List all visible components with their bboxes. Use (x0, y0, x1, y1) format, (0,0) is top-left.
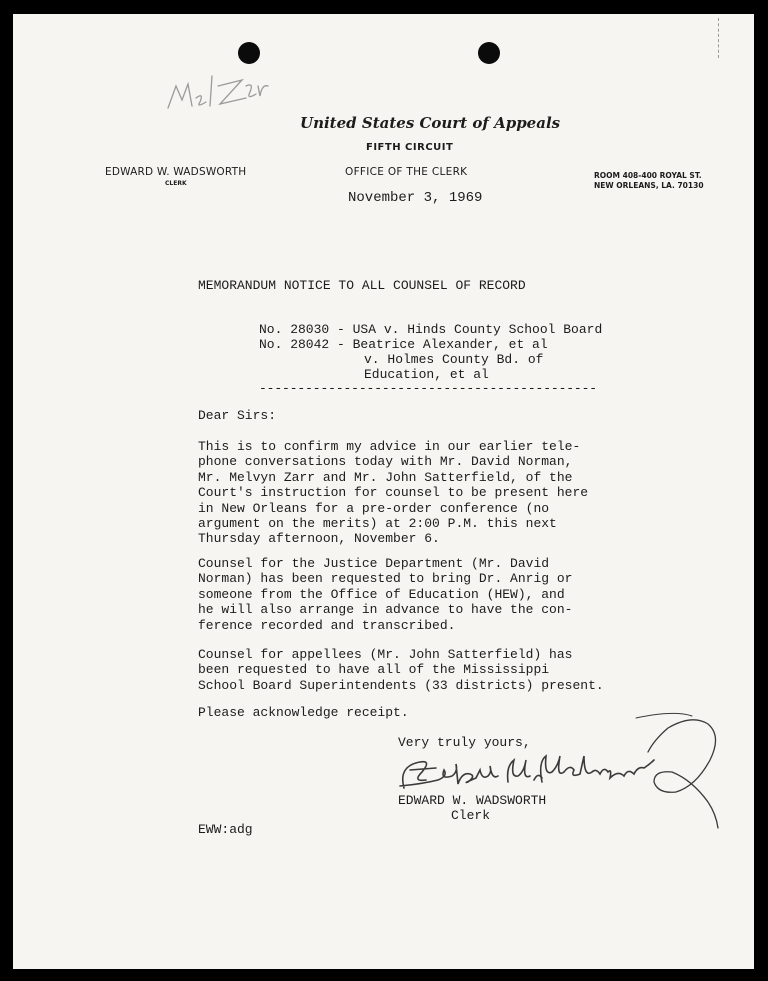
punch-hole-right (478, 42, 500, 64)
typist-initials: EWW:adg (198, 822, 253, 837)
closing: Very truly yours, (398, 735, 531, 750)
address-line-1: ROOM 408-400 ROYAL ST. (594, 171, 702, 180)
paragraph-1: This is to confirm my advice in our earlier tele- phone conversations today with Mr. David Norman, Mr. Melvyn Zarr and Mr. John Satterfield, of the Court's instruction for counsel to be present here in New Orleans for a pre-order conference (no argument on the merits) at 2:00 P.M. this next Thursday afternoon, November 6. (198, 439, 589, 547)
case-rule: -------------------------------------------- (259, 381, 597, 396)
signer-name: EDWARD W. WADSWORTH (398, 793, 547, 808)
case-line-2: No. 28042 - Beatrice Alexander, et al (259, 337, 548, 352)
court-name: United States Court of Appeals (300, 114, 561, 132)
office-label: OFFICE OF THE CLERK (345, 166, 468, 178)
clerk-name-header: EDWARD W. WADSWORTH (105, 166, 247, 178)
clerk-title-header: CLERK (165, 180, 187, 187)
memo-title: MEMORANDUM NOTICE TO ALL COUNSEL OF RECORD (198, 278, 526, 293)
address-line-2: NEW ORLEANS, LA. 70130 (594, 181, 704, 190)
paragraph-3: Counsel for appellees (Mr. John Satterfield) has been requested to have all of the Mississippi School Board Superintendents (33 districts) present. (198, 647, 604, 693)
case-line-3: v. Holmes County Bd. of (364, 352, 544, 367)
paragraph-4: Please acknowledge receipt. (198, 705, 409, 720)
edge-mark (718, 18, 720, 58)
case-line-1: No. 28030 - USA v. Hinds County School Board (259, 322, 603, 337)
signature (392, 710, 732, 840)
salutation: Dear Sirs: (198, 408, 277, 423)
case-line-4: Education, et al (364, 367, 489, 382)
letter-date: November 3, 1969 (348, 190, 483, 206)
signer-title: Clerk (451, 808, 491, 823)
handwritten-note (162, 56, 272, 116)
paragraph-2: Counsel for the Justice Department (Mr. David Norman) has been requested to bring Dr. Anrig or someone from the Office of Education (HEW), and he will also arrange in advance to have the con- ference recorded and transcribed. (198, 556, 573, 633)
circuit-label: FIFTH CIRCUIT (366, 142, 454, 153)
